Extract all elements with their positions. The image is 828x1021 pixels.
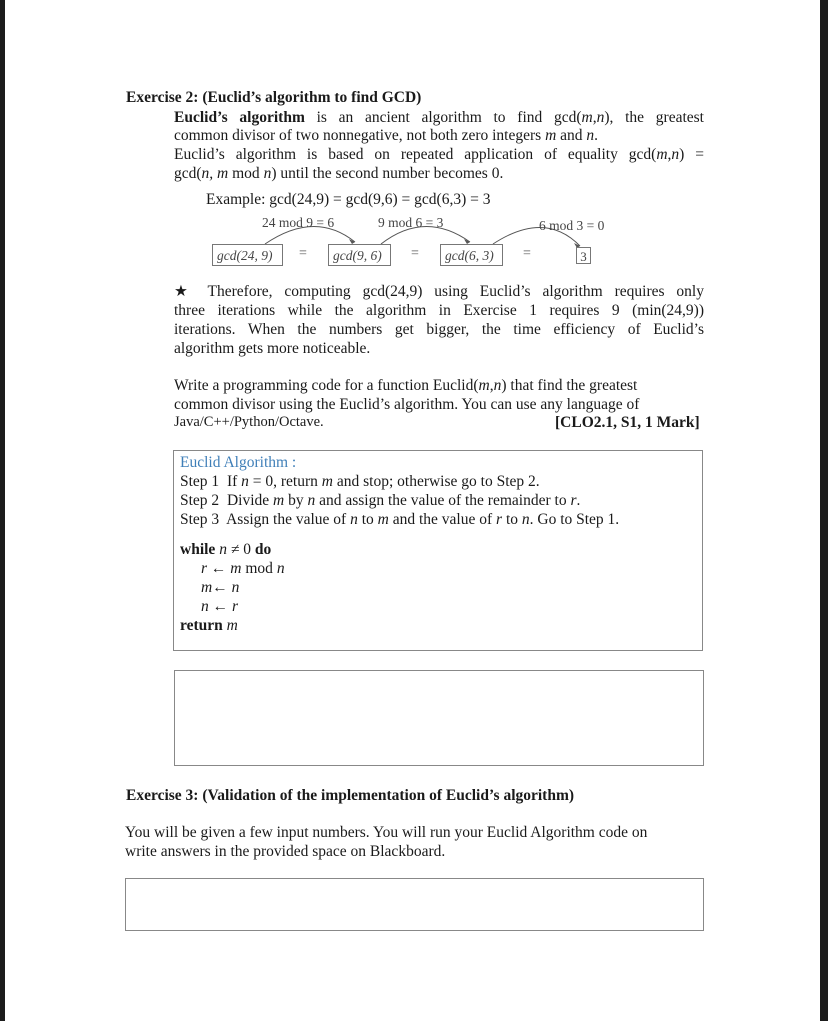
diagram-label-3: 6 mod 3 = 0 xyxy=(539,218,605,233)
var-n: n xyxy=(671,146,680,163)
diagram-box-gcd-9-6: gcd(9, 6) xyxy=(328,244,391,266)
pseudo-line-3: n ← r xyxy=(201,598,239,615)
text: Write a programming code for a function Euclid( xyxy=(174,377,479,394)
condition: n ≠ xyxy=(215,541,244,558)
var-n-m: n, m xyxy=(201,165,229,182)
var-m: m xyxy=(545,127,557,144)
exercise3-heading: Exercise 3: (Validation of the implementation of Euclid’s algorithm) xyxy=(126,787,575,804)
text: . Go to Step 1. xyxy=(529,511,620,528)
intro-text: ), the greatest xyxy=(604,109,704,126)
validation-answer-box[interactable] xyxy=(125,878,704,931)
text: = 0, return xyxy=(248,473,322,490)
intro-line-1 xyxy=(174,108,704,127)
pseudo-return xyxy=(180,616,238,635)
task-line-2: common divisor using the Euclid’s algorithm. You can use any language of xyxy=(174,396,640,413)
text: to xyxy=(357,511,378,528)
text: . xyxy=(576,492,581,509)
text: ) until the second number becomes 0. xyxy=(271,165,504,182)
text: ) = xyxy=(679,146,704,163)
text: mod xyxy=(228,165,264,182)
diagram-result-box: 3 xyxy=(576,247,591,264)
diagram-equals: = xyxy=(299,246,307,261)
text: gcd( xyxy=(174,165,202,182)
text: Assign the value of xyxy=(226,511,351,528)
intro-text: is an ancient algorithm to find gcd( xyxy=(304,109,582,126)
var-m: m xyxy=(273,492,285,509)
text: and assign the value of the remainder to xyxy=(315,492,571,509)
algorithm-box xyxy=(173,450,703,651)
var-m: m xyxy=(377,511,389,528)
text: ) that find the greatest xyxy=(501,377,638,394)
note-line-4: algorithm gets more noticeable. xyxy=(174,340,371,357)
var-n: n xyxy=(263,165,272,182)
var-n: n xyxy=(586,127,595,144)
note-line-3: iterations. When the numbers get bigger, the time efficiency of Euclid’s xyxy=(174,321,704,338)
text: If xyxy=(226,473,242,490)
text: to xyxy=(502,511,522,528)
viewer-edge-right xyxy=(820,0,828,1021)
example-line: Example: gcd(24,9) = gcd(9,6) = gcd(6,3) = 3 xyxy=(206,191,491,208)
note-line-2: three iterations while the algorithm in Exercise 1 requires 9 (min(24,9)) xyxy=(174,302,704,319)
var-r: r xyxy=(570,492,577,509)
intro-line-3 xyxy=(174,145,704,164)
var-n: n xyxy=(241,473,249,490)
step-label: Step 3 xyxy=(180,511,220,528)
var-m: m xyxy=(321,473,333,490)
algorithm-step-3 xyxy=(180,510,619,529)
var-m: m xyxy=(222,617,238,634)
text: Euclid’s algorithm is based on repeated application of equality gcd( xyxy=(174,146,657,163)
text: . xyxy=(594,127,599,144)
viewer-edge-left xyxy=(0,0,5,1021)
var-n: n xyxy=(521,511,530,528)
step-label: Step 1 xyxy=(180,473,220,490)
pseudo-line-1 xyxy=(201,559,285,578)
diagram-equals: = xyxy=(411,246,419,261)
var-n: n xyxy=(596,109,605,126)
exercise3-line-1: You will be given a few input numbers. You will run your Euclid Algorithm code on xyxy=(125,824,648,841)
intro-line-4 xyxy=(174,164,704,183)
algorithm-step-2 xyxy=(180,491,580,510)
text: 0 xyxy=(243,541,251,558)
var-m: m xyxy=(581,109,593,126)
diagram-label-2: 9 mod 6 = 3 xyxy=(378,215,444,230)
text: Divide xyxy=(226,492,273,509)
star-icon: ★ xyxy=(174,283,196,300)
diagram-equals: = xyxy=(523,246,531,261)
algorithm-title: Euclid Algorithm : xyxy=(180,454,297,471)
arrow-icon: ← xyxy=(207,560,231,577)
var-m: m xyxy=(230,560,242,577)
exercise2-heading: Exercise 2: (Euclid’s algorithm to find GCD) xyxy=(126,89,422,106)
diagram-label-1: 24 mod 9 = 6 xyxy=(262,215,335,230)
text: mod xyxy=(241,560,277,577)
text: Therefore, computing gcd(24,9) using Euclid’s algorithm requires only xyxy=(207,283,704,300)
var-r: r xyxy=(201,560,208,577)
task-line-1 xyxy=(174,376,637,395)
note-line-1 xyxy=(174,282,704,301)
text: and xyxy=(556,127,587,144)
gcd-diagram xyxy=(205,212,625,272)
var-n: n xyxy=(493,377,502,394)
keyword-return: return xyxy=(180,617,223,634)
task-line-3: Java/C++/Python/Octave. xyxy=(174,414,324,430)
text: common divisor of two nonnegative, not both zero integers xyxy=(174,127,546,144)
var-r: r xyxy=(496,511,503,528)
marks-label: [CLO2.1, S1, 1 Mark] xyxy=(555,414,700,431)
pseudo-while xyxy=(180,540,271,559)
step-label: Step 2 xyxy=(180,492,220,509)
comma: , xyxy=(592,109,597,126)
intro-bold: Euclid’s algorithm xyxy=(174,109,305,126)
var-n: n xyxy=(350,511,358,528)
text: , xyxy=(489,377,494,394)
var-n: n xyxy=(307,492,316,509)
code-answer-box[interactable] xyxy=(174,670,704,766)
var-n: n xyxy=(276,560,285,577)
text: by xyxy=(284,492,308,509)
pseudo-line-2: m← n xyxy=(201,579,240,596)
text: and the value of xyxy=(388,511,497,528)
keyword-do: do xyxy=(254,541,272,558)
text: and stop; otherwise go to Step 2. xyxy=(332,473,540,490)
algorithm-step-1 xyxy=(180,472,540,491)
diagram-box-gcd-24-9: gcd(24, 9) xyxy=(212,244,283,266)
intro-line-2 xyxy=(174,126,704,145)
text: , xyxy=(667,146,672,163)
var-m: m xyxy=(478,377,490,394)
diagram-box-gcd-6-3: gcd(6, 3) xyxy=(440,244,503,266)
exercise3-line-2: write answers in the provided space on Blackboard. xyxy=(125,843,446,860)
keyword-while: while xyxy=(180,541,216,558)
var-m: m xyxy=(656,146,668,163)
